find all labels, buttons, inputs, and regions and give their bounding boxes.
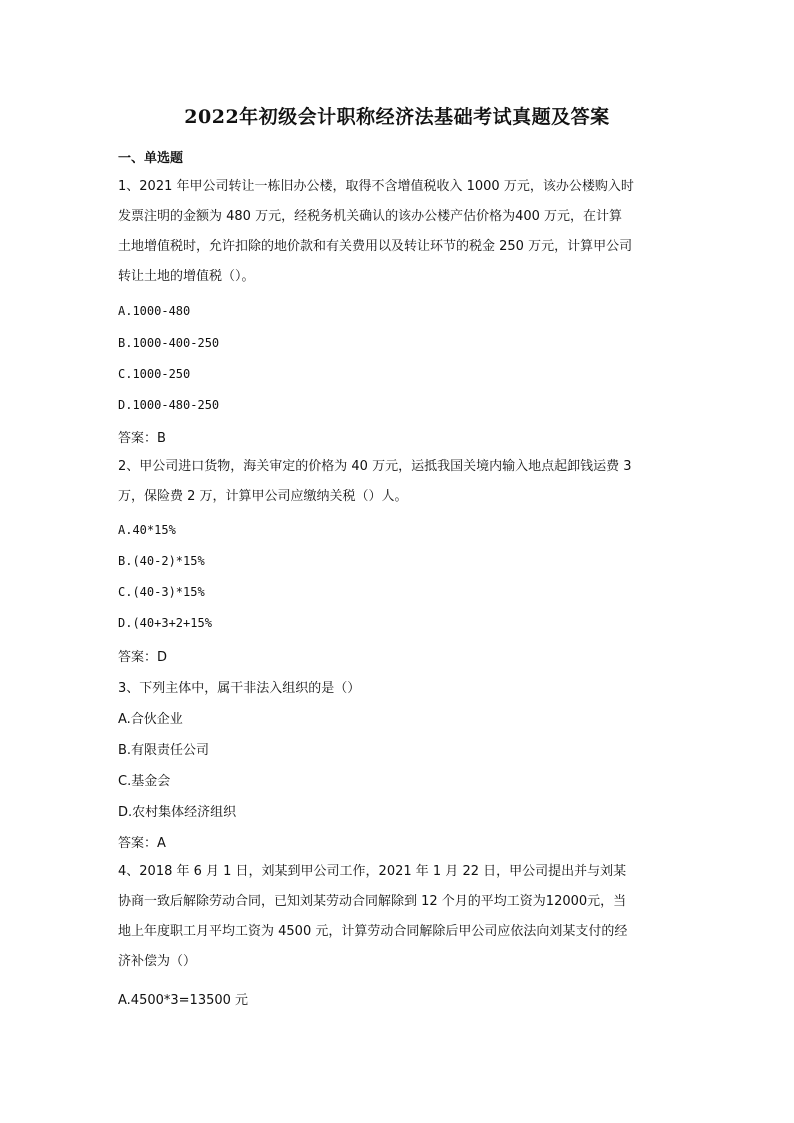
question-3-option-b: B.有限责任公司 [118,743,210,758]
question-line: 2、甲公司进口货物，海关审定的价格为 40 万元，运抵我国关境内输入地点起卸钱运费 3 [118,459,632,474]
question-line: 1、2021 年甲公司转让一栋旧办公楼，取得不含增值税收入 1000 万元，该办公楼购入时 [118,179,634,194]
question-line: 万，保险费 2 万，计算甲公司应缴纳关税（）人。 [118,489,408,504]
question-1-option-d: D.1000-480-250 [118,398,220,412]
section-heading: 一、单选题 [118,151,184,166]
question-line: 济补偿为（） [118,954,197,969]
question-2-answer: 答案：D [118,650,168,665]
question-2-text [118,452,678,512]
question-3-text: 3、下列主体中，属干非法入组织的是（） [118,681,361,696]
question-line: 4、2018 年 6 月 1 日，刘某到甲公司工作，2021 年 1 月 22 日，甲公司提出并与刘某 [118,864,627,879]
question-4-text [118,857,678,977]
question-1-option-c: C.1000-250 [118,367,191,381]
question-2-option-c: C.(40-3)*15% [118,585,205,599]
question-1-answer: 答案：B [118,431,166,446]
question-2-option-b: B.(40-2)*15% [118,554,205,568]
question-1-text [118,172,678,292]
question-3-answer: 答案：A [118,836,166,851]
question-line: 转让土地的增值税（）。 [118,269,255,284]
question-2-option-d: D.(40+3+2+15% [118,616,212,630]
question-3-option-a: A.合伙企业 [118,712,183,727]
question-line: 地上年度职工月平均工资为 4500 元，计算劳动合同解除后甲公司应依法向刘某支付的经 [118,924,628,939]
question-4-option-a: A.4500*3=13500 元 [118,993,249,1008]
question-1-option-b: B.1000-400-250 [118,336,220,350]
question-line: 土地增值税时，允许扣除的地价款和有关费用以及转让环节的税金 250 万元，计算甲公司 [118,239,633,254]
question-1-option-a: A.1000-480 [118,304,191,318]
question-line: 发票注明的金额为 480 万元，经税务机关确认的该办公楼产估价格为400 万元，在计算 [118,209,623,224]
page-title: 2022年初级会计职称经济法基础考试真题及答案 [184,106,610,128]
question-3-option-d: D.农村集体经济组织 [118,805,237,820]
question-2-option-a: A.40*15% [118,523,176,537]
question-line: 协商一致后解除劳动合同，已知刘某劳动合同解除到 12 个月的平均工资为12000元，当 [118,894,627,909]
question-3-option-c: C.基金会 [118,774,171,789]
